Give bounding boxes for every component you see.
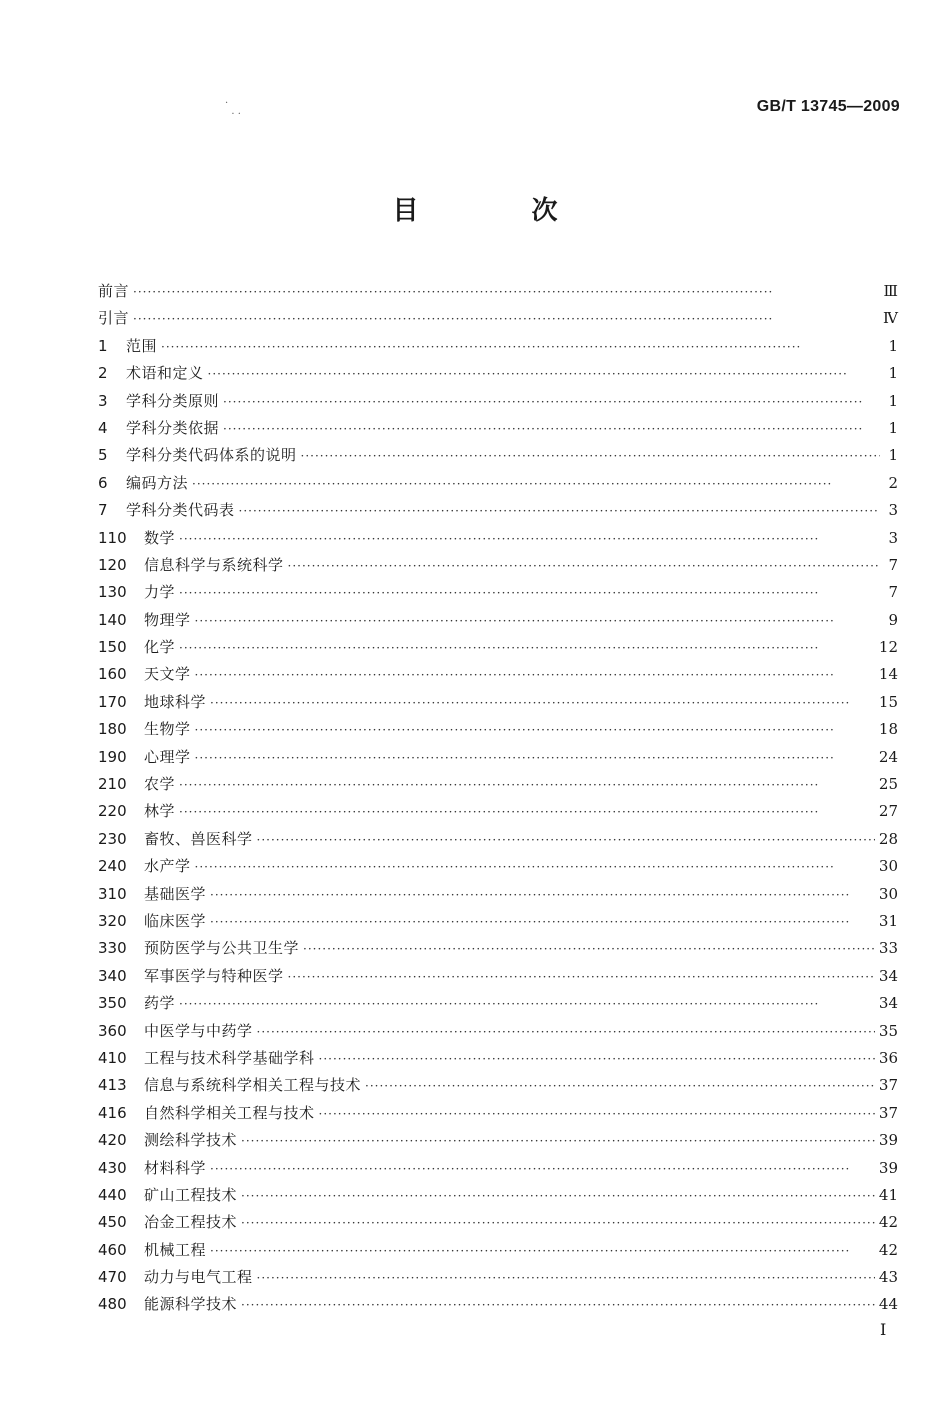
toc-entry-number: 2 (98, 364, 108, 383)
toc-entry-page: 3 (888, 501, 898, 520)
toc-entry-number: 4 (98, 418, 108, 437)
toc-entry[interactable] (98, 607, 898, 634)
toc-entry-label: 前言 (98, 282, 130, 300)
toc-entry-page: 27 (878, 802, 898, 821)
toc-entry[interactable] (98, 798, 898, 825)
toc-entry-number: 150 (98, 638, 127, 657)
toc-entry-number: 430 (98, 1158, 127, 1177)
toc-entry-number: 240 (98, 857, 127, 876)
toc-entry-number: 190 (98, 747, 127, 766)
toc-entry[interactable] (98, 1127, 898, 1154)
toc-entry-page: 1 (888, 418, 898, 437)
dot-leader (133, 279, 880, 306)
dot-leader (365, 1073, 875, 1100)
toc-entry[interactable] (98, 908, 898, 935)
standard-code: GB/T 13745—2009 (756, 98, 900, 115)
toc-entry-number: 140 (98, 610, 127, 629)
toc-entry-label: 自然科学相关工程与技术 (144, 1103, 315, 1122)
toc-entry-page: 37 (878, 1103, 898, 1122)
dot-leader (210, 909, 875, 936)
dot-leader (195, 662, 875, 689)
toc-entry-number: 360 (98, 1021, 127, 1040)
toc-entry[interactable] (98, 415, 898, 442)
toc-entry-number: 170 (98, 692, 127, 711)
toc-entry[interactable] (98, 305, 898, 332)
dot-leader (195, 717, 875, 744)
toc-entry[interactable] (98, 716, 898, 743)
toc-entry-page: 1 (888, 446, 898, 465)
toc-entry-label: 冶金工程技术 (144, 1213, 238, 1232)
toc-entry-page: 25 (878, 775, 898, 794)
toc-entry-label: 物理学 (144, 610, 191, 629)
dot-leader (301, 443, 880, 470)
dot-leader (239, 498, 880, 525)
toc-entry[interactable] (98, 853, 898, 880)
toc-entry-page: 39 (878, 1158, 898, 1177)
toc-entry-label: 天文学 (144, 665, 191, 684)
toc-entry[interactable] (98, 1045, 898, 1072)
toc-entry[interactable] (98, 881, 898, 908)
dot-leader (179, 580, 880, 607)
toc-entry[interactable] (98, 497, 898, 524)
toc-entry-page: 37 (878, 1076, 898, 1095)
toc-entry[interactable] (98, 1291, 898, 1318)
toc-entry-label: 心理学 (144, 747, 191, 766)
dot-leader (208, 361, 880, 388)
dot-leader (241, 1183, 875, 1210)
dot-leader (195, 745, 875, 772)
toc-entry-page: 34 (878, 966, 898, 985)
toc-entry-number: 440 (98, 1185, 127, 1204)
toc-entry-page: 9 (888, 610, 898, 629)
toc-entry-number: 220 (98, 802, 127, 821)
toc-entry-number: 120 (98, 555, 127, 574)
toc-entry-page: 42 (878, 1240, 898, 1259)
toc-entry[interactable] (98, 579, 898, 606)
toc-entry[interactable] (98, 1264, 898, 1291)
toc-entry-label: 畜牧、兽医科学 (144, 829, 253, 848)
toc-entry-label: 矿山工程技术 (144, 1185, 238, 1204)
dot-leader (223, 416, 880, 443)
toc-entry-number: 413 (98, 1076, 127, 1095)
toc-entry-label: 材料科学 (144, 1158, 207, 1177)
toc-entry-page: 14 (878, 665, 898, 684)
toc-entry[interactable] (98, 552, 898, 579)
toc-entry-label: 引言 (98, 309, 130, 328)
toc-entry-page: 34 (878, 994, 898, 1013)
toc-entry-label: 预防医学与公共卫生学 (144, 939, 300, 958)
toc-entry-label: 军事医学与特种医学 (144, 966, 284, 985)
toc-entry-page: 30 (878, 884, 898, 903)
toc-entry[interactable] (98, 744, 898, 771)
toc-entry-label: 药学 (144, 994, 176, 1013)
toc-title: 目 次 (392, 196, 610, 226)
toc-entry[interactable] (98, 278, 898, 305)
toc-entry-label: 动力与电气工程 (144, 1268, 253, 1287)
toc-entry-label: 学科分类依据 (126, 418, 220, 437)
toc-entry-page: 1 (888, 336, 898, 355)
toc-entry-label: 学科分类原则 (126, 391, 220, 410)
toc-entry-number: 6 (98, 473, 108, 492)
dot-leader (241, 1292, 875, 1319)
toc-entry[interactable] (98, 771, 898, 798)
toc-entry-page: 1 (888, 391, 898, 410)
dot-leader (195, 854, 875, 881)
dot-leader (210, 1238, 875, 1265)
toc-entry-number: 5 (98, 446, 108, 465)
dot-leader (303, 936, 875, 963)
table-of-contents (98, 278, 898, 1319)
toc-entry[interactable] (98, 442, 898, 469)
toc-entry-number: 210 (98, 775, 127, 794)
toc-entry-label: 林学 (144, 802, 176, 821)
toc-entry-number: 350 (98, 994, 127, 1013)
toc-entry-label: 数学 (144, 528, 176, 547)
toc-entry-page: 33 (878, 939, 898, 958)
toc-entry-label: 信息科学与系统科学 (144, 555, 284, 574)
toc-entry-label: 地球科学 (144, 692, 207, 711)
toc-entry-label: 术语和定义 (126, 364, 204, 383)
toc-entry-page: 28 (878, 829, 898, 848)
toc-entry[interactable] (98, 1100, 898, 1127)
dot-leader (210, 690, 875, 717)
toc-entry-page: Ⅳ (883, 309, 898, 328)
toc-entry-number: 160 (98, 665, 127, 684)
dot-leader (257, 827, 875, 854)
dot-leader (133, 306, 879, 333)
toc-entry[interactable] (98, 470, 898, 497)
toc-entry[interactable] (98, 525, 898, 552)
toc-entry[interactable] (98, 1209, 898, 1236)
toc-entry[interactable] (98, 935, 898, 962)
toc-entry-page: 18 (878, 720, 898, 739)
toc-entry-page: 7 (888, 583, 898, 602)
dot-leader (241, 1128, 875, 1155)
toc-entry-number: 310 (98, 884, 127, 903)
toc-entry[interactable] (98, 1237, 898, 1264)
toc-entry-number: 230 (98, 829, 127, 848)
dot-leader (179, 526, 880, 553)
toc-entry-number: 340 (98, 966, 127, 985)
toc-entry-label: 编码方法 (126, 473, 189, 492)
toc-entry[interactable] (98, 333, 898, 360)
toc-entry-label: 信息与系统科学相关工程与技术 (144, 1076, 362, 1095)
toc-entry-number: 480 (98, 1295, 127, 1314)
toc-entry-page: 31 (878, 911, 898, 930)
page-number: I (880, 1320, 887, 1339)
toc-entry-number: 7 (98, 501, 108, 520)
dot-leader (319, 1101, 875, 1128)
toc-entry-number: 130 (98, 583, 127, 602)
toc-entry-label: 学科分类代码体系的说明 (126, 446, 297, 465)
toc-entry-label: 生物学 (144, 720, 191, 739)
toc-entry-number: 416 (98, 1103, 127, 1122)
toc-entry-page: 41 (878, 1185, 898, 1204)
dot-leader (179, 799, 875, 826)
toc-entry-number: 410 (98, 1048, 127, 1067)
toc-entry-page: 24 (878, 747, 898, 766)
toc-entry-label: 基础医学 (144, 884, 207, 903)
toc-entry-page: 1 (888, 364, 898, 383)
dot-leader (257, 1265, 875, 1292)
toc-entry-page: 39 (878, 1131, 898, 1150)
dot-leader (288, 964, 875, 991)
toc-entry-page: 15 (878, 692, 898, 711)
toc-entry[interactable] (98, 1155, 898, 1182)
toc-entry-page: 3 (888, 528, 898, 547)
toc-entry-label: 范围 (126, 336, 158, 355)
toc-entry-label: 机械工程 (144, 1240, 207, 1259)
toc-entry[interactable] (98, 1072, 898, 1099)
toc-entry-page: 35 (878, 1021, 898, 1040)
dot-leader (179, 635, 875, 662)
dot-leader (192, 471, 880, 498)
dot-leader (257, 1019, 875, 1046)
toc-entry-label: 临床医学 (144, 911, 207, 930)
toc-entry-number: 1 (98, 336, 108, 355)
dot-leader (210, 882, 875, 909)
toc-entry-page: 30 (878, 857, 898, 876)
toc-entry-number: 110 (98, 528, 127, 547)
toc-entry[interactable] (98, 990, 898, 1017)
toc-entry[interactable] (98, 634, 898, 661)
toc-entry-page: Ⅲ (883, 282, 898, 300)
toc-entry-label: 水产学 (144, 857, 191, 876)
toc-entry-number: 330 (98, 939, 127, 958)
toc-entry-number: 320 (98, 911, 127, 930)
toc-entry-number: 450 (98, 1213, 127, 1232)
toc-entry-page: 7 (888, 555, 898, 574)
toc-entry-label: 力学 (144, 583, 176, 602)
toc-entry-label: 农学 (144, 775, 176, 794)
toc-entry-number: 470 (98, 1268, 127, 1287)
toc-entry-page: 12 (878, 638, 898, 657)
toc-entry-page: 36 (878, 1048, 898, 1067)
dot-leader (161, 334, 880, 361)
toc-entry[interactable] (98, 388, 898, 415)
toc-entry-label: 能源科学技术 (144, 1295, 238, 1314)
dot-leader (241, 1210, 875, 1237)
dot-leader (319, 1046, 875, 1073)
dot-leader (223, 389, 880, 416)
toc-entry-page: 42 (878, 1213, 898, 1232)
toc-entry-label: 中医学与中药学 (144, 1021, 253, 1040)
toc-entry[interactable] (98, 360, 898, 387)
toc-entry[interactable] (98, 826, 898, 853)
toc-entry[interactable] (98, 963, 898, 990)
toc-entry[interactable] (98, 1182, 898, 1209)
toc-entry-number: 420 (98, 1131, 127, 1150)
toc-entry-number: 3 (98, 391, 108, 410)
dot-leader (179, 991, 875, 1018)
scan-specks: · · · (225, 98, 241, 120)
dot-leader (195, 608, 880, 635)
toc-entry-label: 化学 (144, 638, 176, 657)
toc-entry[interactable] (98, 689, 898, 716)
toc-entry-label: 工程与技术科学基础学科 (144, 1048, 315, 1067)
toc-entry-label: 测绘科学技术 (144, 1131, 238, 1150)
dot-leader (288, 553, 880, 580)
toc-entry-page: 43 (878, 1268, 898, 1287)
dot-leader (179, 772, 875, 799)
toc-entry[interactable] (98, 661, 898, 688)
toc-entry-number: 460 (98, 1240, 127, 1259)
toc-entry-label: 学科分类代码表 (126, 501, 235, 520)
toc-entry[interactable] (98, 1018, 898, 1045)
toc-entry-page: 2 (888, 473, 898, 492)
toc-entry-page: 44 (878, 1295, 898, 1314)
toc-entry-number: 180 (98, 720, 127, 739)
dot-leader (210, 1156, 875, 1183)
